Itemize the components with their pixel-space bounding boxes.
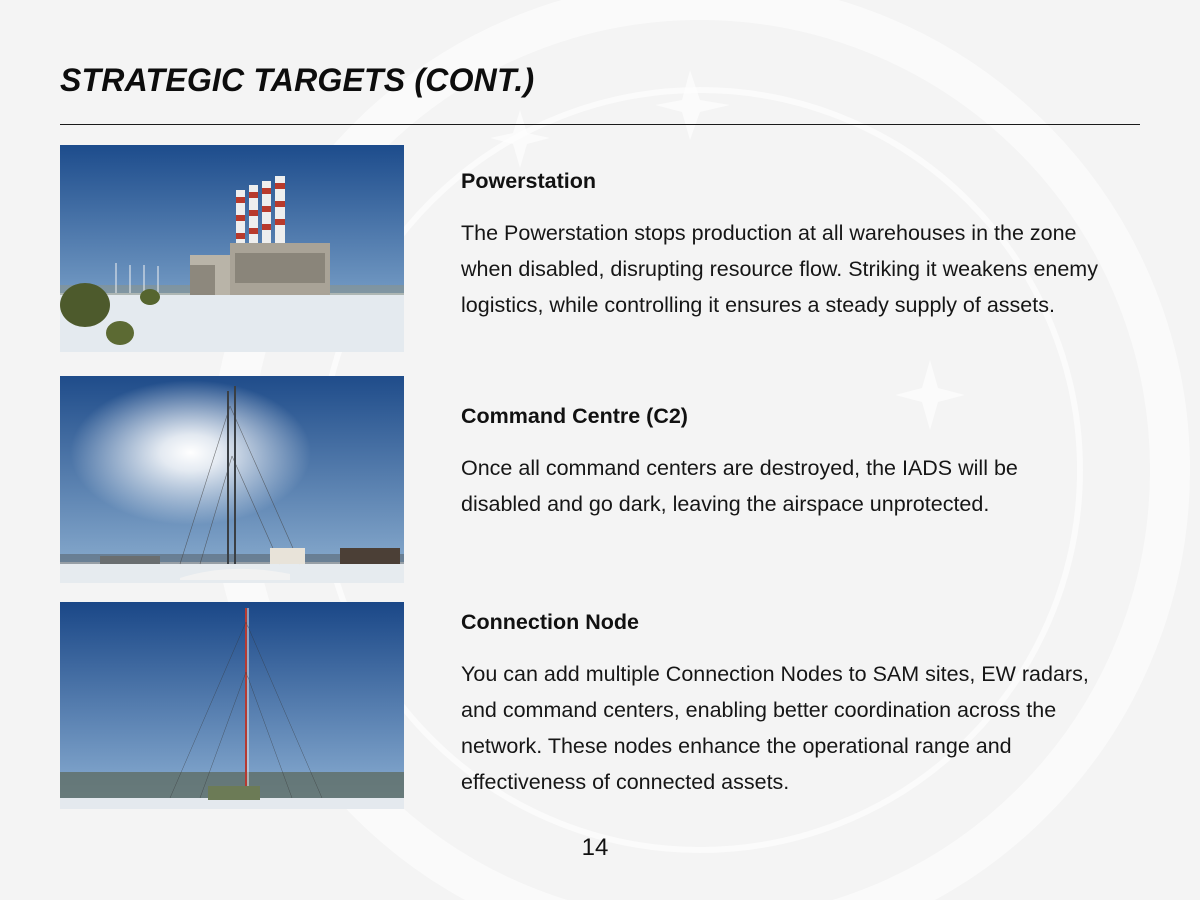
target-description: Once all command centers are destroyed, the IADS will be disabled and go dark, leaving the airspace unprotected.	[461, 456, 1018, 516]
command-centre-photo	[60, 376, 404, 583]
target-heading: Powerstation	[461, 169, 596, 193]
page-number: 14	[581, 834, 609, 861]
connection-node-photo	[60, 602, 404, 809]
target-command-centre	[461, 402, 1101, 522]
target-description: The Powerstation stops production at all warehouses in the zone when disabled, disrupting resource flow. Striking it weakens enemy logistics, while controlling it ensures a steady supply of assets.	[461, 221, 1098, 317]
target-heading: Command Centre (C2)	[461, 404, 688, 428]
title-divider	[60, 124, 1140, 125]
power-station-photo	[60, 145, 404, 352]
target-heading: Connection Node	[461, 610, 639, 634]
page-title: STRATEGIC TARGETS (CONT.)	[60, 62, 535, 98]
target-powerstation	[461, 167, 1101, 323]
target-description: You can add multiple Connection Nodes to SAM sites, EW radars, and command centers, enabling better coordination across the network. These nodes enhance the operational range and effectiveness of connected assets.	[461, 662, 1089, 794]
target-connection-node	[461, 608, 1101, 800]
